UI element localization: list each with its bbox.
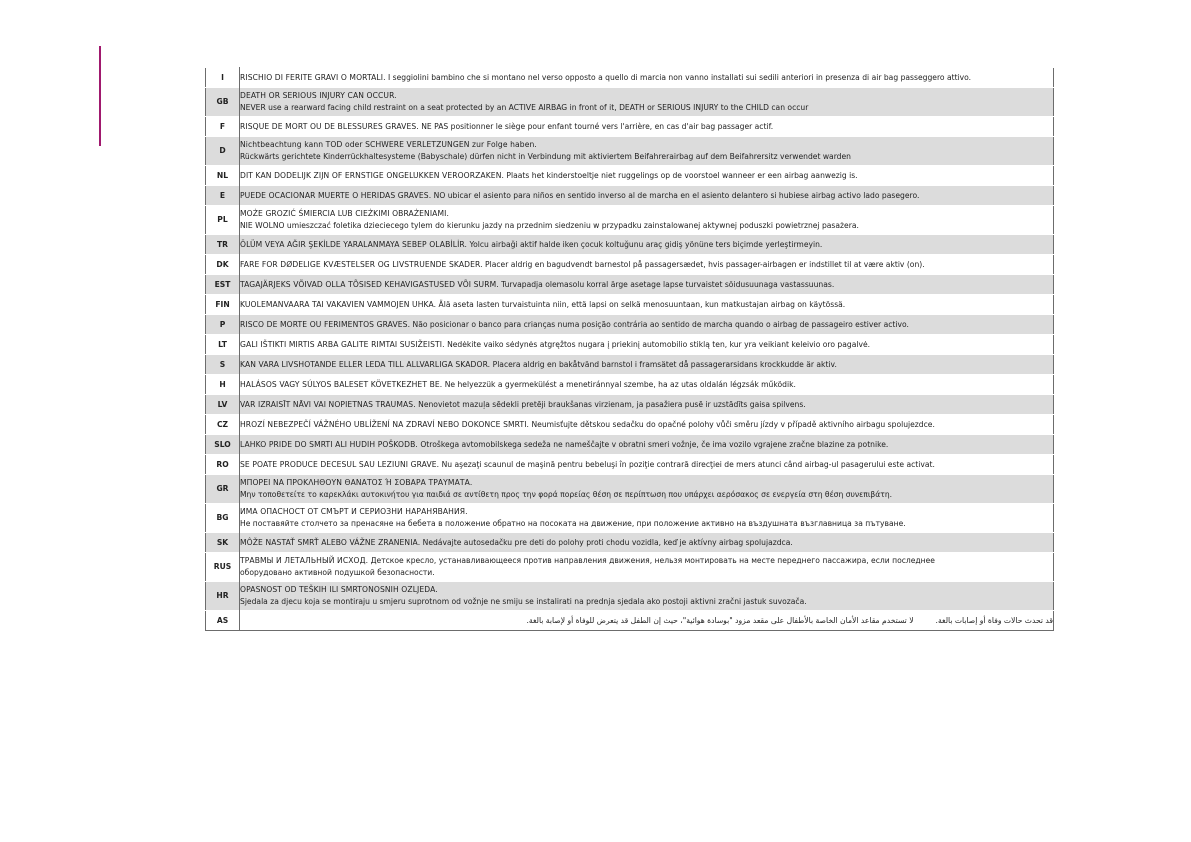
warning-body: Älä aseta lasten turvaistuinta niin, että lapsi on selkä menosuuntaan, kun matkustajan airbag on käytössä. [436, 299, 846, 309]
language-code: FIN [206, 295, 240, 315]
table-row [206, 553, 1054, 582]
warning-text [240, 533, 1054, 553]
warning-text [240, 415, 1054, 435]
warning-heading: RISQUE DE MORT OU DE BLESSURES GRAVES. [240, 121, 419, 131]
language-code: E [206, 186, 240, 206]
warning-body: Nu aşezaţi scaunul de maşină pentru bebeluşi în poziţie contrară direcţiei de mers atunci când airbag-ul pasagerului este activat. [439, 459, 935, 469]
language-code: F [206, 117, 240, 137]
warning-body: لا تستخدم مقاعد الأمان الخاصة بالأطفال على مقعد مزود "بوسادة هوائية"، حيث إن الطفل قد يتعرض للوفاة أو لإصابة بالغة. [526, 615, 914, 625]
table-row [206, 68, 1054, 88]
warning-body: Nedávajte autosedačku pre deti do polohy proti chodu vozidla, keď je aktívny airbag spolujazdca. [420, 537, 793, 547]
warning-text [240, 235, 1054, 255]
warning-text [240, 553, 1054, 582]
table-row [206, 335, 1054, 355]
language-code: EST [206, 275, 240, 295]
warning-body: NEVER use a rearward facing child restraint on a seat protected by an ACTIVE AIRBAG in front of it, DEATH or SERIOUS INJURY to the CHILD can occur [240, 103, 809, 112]
warning-text [240, 186, 1054, 206]
warning-heading: GALI IŠTIKTI MIRTIS ARBA GALITE RIMTAI SUSIŽEISTI. [240, 339, 445, 349]
warning-body: Otroškega avtomobilskega sedeža ne nameščajte v obratni smeri vožnje, če ima vozilo vgrajene zračne blazine za potnike. [417, 439, 889, 449]
warning-body: Детское кресло, устанавливающееся против направления движения, нельзя монтировать на месте переднего пассажира, если последнее [368, 556, 935, 566]
language-code: GR [206, 475, 240, 504]
language-code: RUS [206, 553, 240, 582]
warning-body: I seggiolini bambino che si montano nel verso opposto a quello di marcia non vanno installati sui sedili anteriori in presenza di air bag passeggero attivo. [385, 72, 972, 82]
language-code: LT [206, 335, 240, 355]
language-code: I [206, 68, 240, 88]
warning-heading: MOŻE GROZIĆ ŚMIERCIA LUB CIEŻKIMI OBRAŻENIAMI. [240, 209, 449, 219]
warning-text [240, 475, 1054, 504]
table-row [206, 375, 1054, 395]
warning-heading: TAGAJÄRJEKS VÕIVAD OLLA TÕSISED KEHAVIGASTUSED VÕI SURM. [240, 279, 499, 289]
warning-body-continued: оборудовано активной подушкой безопасности. [240, 568, 435, 577]
warning-text [240, 435, 1054, 455]
warning-body: NO ubicar el asiento para niños en sentido inverso al de marcha en el asiento delantero si hubiese airbag activo lado pasegero. [431, 190, 920, 200]
warning-heading: HROZÍ NEBEZPEČÍ VÁŽNÉHO UBLÍŽENÍ NA ZDRAVÍ NEBO DOKONCE SMRTI. [240, 419, 530, 429]
language-code: NL [206, 166, 240, 186]
warning-text [240, 455, 1054, 475]
table-row [206, 295, 1054, 315]
warning-heading: قد تحدث حالات وفاة أو إصابات بالغة. [935, 615, 1053, 625]
warning-body: Turvapadja olemasolu korral ärge asetage lapse turvaistet sõidusuunaga vastassuunas. [498, 279, 835, 289]
warning-body: Sjedala za djecu koja se montiraju u smjeru suprotnom od vožnje ne smiju se instalirati na prednja sjedala ako postoji aktivni zračni jastuk suvozača. [240, 597, 807, 606]
table-row [206, 206, 1054, 235]
language-code: LV [206, 395, 240, 415]
warning-text [240, 315, 1054, 335]
warning-text [240, 206, 1054, 235]
language-code: S [206, 355, 240, 375]
warning-body: Не поставяйте столчето за пренасяне на бебета в положение обратно на посоката на движение, при положение активно на въздушната възглавница за пътуване. [240, 519, 906, 528]
table-row [206, 611, 1054, 631]
warning-heading: ИМА ОПАСНОСТ ОТ СМЪРТ И СЕРИОЗНИ НАРАНЯВАНИЯ. [240, 507, 468, 517]
table-row [206, 275, 1054, 295]
table-row [206, 186, 1054, 206]
table-row [206, 395, 1054, 415]
table-row [206, 533, 1054, 553]
warning-heading: DEATH OR SERIOUS INJURY CAN OCCUR. [240, 91, 397, 101]
table-row [206, 88, 1054, 117]
warning-heading: RISCHIO DI FERITE GRAVI O MORTALI. [240, 72, 386, 82]
warning-heading: ТРАВМЫ И ЛЕТАЛЬНЫЙ ИСХОД. [240, 556, 369, 566]
language-code: TR [206, 235, 240, 255]
table-row [206, 255, 1054, 275]
margin-accent-bar [99, 46, 101, 146]
warning-body: NIE WOLNO umieszczać foletika dzieciecego tylem do kierunku jazdy na przednim siedzeniu w przypadku zainstalowanej aktywnej poduszki powietrznej pasażera. [240, 221, 859, 230]
language-code: PL [206, 206, 240, 235]
table-row [206, 117, 1054, 137]
table-row [206, 166, 1054, 186]
table-row [206, 455, 1054, 475]
table-row [206, 235, 1054, 255]
warning-heading: MÔŽE NASTAŤ SMRŤ ALEBO VÁŽNE ZRANENIA. [240, 537, 421, 547]
warning-heading: SE POATE PRODUCE DECESUL SAU LEZIUNI GRAVE. [240, 459, 440, 469]
warning-body: Placera aldrig en bakåtvänd barnstol i framsätet då passagerarsidans krockkudde är aktiv. [490, 359, 837, 369]
warning-body: Neumisťujte dětskou sedačku do opačné polohy vůči směru jízdy v případě aktivního airbagu spolujezdce. [529, 419, 935, 429]
warning-body: Yolcu airbaği aktif halde iken çocuk koltuğunu araç gidiş yönüne ters biçimde yerleştirmeyin. [467, 239, 823, 249]
language-code: DK [206, 255, 240, 275]
warning-heading: ÖLÜM VEYA AĞIR ŞEKİLDE YARALANMAYA SEBEP OLABİLİR. [240, 239, 468, 249]
warning-body: Plaats het kinderstoeltje niet ruggelings op de voorstoel wanneer er een airbag aanwezig is. [504, 170, 858, 180]
warning-text [240, 375, 1054, 395]
warning-body: Nenovietot mazuļa sēdekli pretēji braukšanas virzienam, ja pasažiera pusē ir uzstādīts gaisa spilvens. [415, 399, 806, 409]
language-code: BG [206, 504, 240, 533]
warning-text [240, 504, 1054, 533]
warning-body: Μην τοποθετείτε το καρεκλάκι αυτοκινήτου για παιδιά σε αντίθετη προς την φορά πορείας θέση σε περίπτωση που υπάρχει αερόσακος σε ενεργεία στη θέση συνεπιβάτη. [240, 490, 893, 499]
language-code: D [206, 137, 240, 166]
warning-heading: DIT KAN DODELIJK ZIJN OF ERNSTIGE ONGELUKKEN VEROORZAKEN. [240, 170, 505, 180]
warning-body: NE PAS positionner le siège pour enfant tourné vers l'arrière, en cas d'air bag passager actif. [418, 121, 774, 131]
warning-heading: KUOLEMANVAARA TAI VAKAVIEN VAMMOJEN UHKA. [240, 299, 437, 309]
language-code: SLO [206, 435, 240, 455]
airbag-warning-table [205, 67, 1054, 631]
warning-body: Rückwärts gerichtete Kinderrückhaltesysteme (Babyschale) dürfen nicht in Verbindung mit aktiviertem Beifahrerairbag auf dem Beifahrersitz verwendet warden [240, 152, 851, 161]
table-row [206, 355, 1054, 375]
table-row [206, 475, 1054, 504]
table-row [206, 137, 1054, 166]
warning-heading: FARE FOR DØDELIGE KVÆSTELSER OG LIVSTRUENDE SKADER. [240, 259, 483, 269]
warning-text [240, 295, 1054, 315]
language-code: P [206, 315, 240, 335]
table-row [206, 415, 1054, 435]
table-row [206, 582, 1054, 611]
warning-heading: LAHKO PRIDE DO SMRTI ALI HUDIH POŠKODB. [240, 439, 418, 449]
warning-heading: KAN VARA LIVSHOTANDE ELLER LEDA TILL ALLVARLIGA SKADOR. [240, 359, 491, 369]
warning-body: Não posicionar o banco para crianças numa posição contrária ao sentido de marcha quando o airbag de passageiro estiver activo. [410, 319, 909, 329]
warning-body: Nedėkite vaiko sėdynės atgręžtos nugara į priekinį automobilio stiklą ten, kur yra veikiant keleivio oro pagalvė. [444, 339, 871, 349]
warning-heading: OPASNOST OD TEŠKIH ILI SMRTONOSNIH OZLJEDA. [240, 585, 438, 595]
warning-heading: HALÁSOS VAGY SÚLYOS BALESET KÖVETKEZHET BE. [240, 379, 443, 389]
warning-text [240, 395, 1054, 415]
warning-text [240, 255, 1054, 275]
warning-heading: VAR IZRAISĪT NĀVI VAI NOPIETNAS TRAUMAS. [240, 399, 416, 409]
warning-body: Placer aldrig en bagudvendt barnestol på passagersædet, hvis passager-airbagen er indstillet til at være aktiv (on). [482, 259, 925, 269]
warning-text [240, 355, 1054, 375]
language-code: AS [206, 611, 240, 631]
table-row [206, 435, 1054, 455]
warning-text [240, 88, 1054, 117]
warning-text [240, 611, 1054, 631]
warning-text [240, 335, 1054, 355]
warning-heading: ΜΠΟΡΕΙ ΝΑ ΠΡΟΚΛΗΘΟΥΝ ΘΑΝΑΤΟΣ Ή ΣΟΒΑΡΑ ΤΡΑΥΜΑΤΑ. [240, 478, 473, 488]
language-code: GB [206, 88, 240, 117]
warning-text [240, 582, 1054, 611]
warning-body: Ne helyezzük a gyermekülést a menetiránnyal szembe, ha az utas oldalán légzsák működik. [442, 379, 796, 389]
warning-text [240, 117, 1054, 137]
language-code: H [206, 375, 240, 395]
warning-text [240, 275, 1054, 295]
warning-heading: Nichtbeachtung kann TOD oder SCHWERE VERLETZUNGEN zur Folge haben. [240, 140, 537, 150]
warning-text [240, 166, 1054, 186]
language-code: SK [206, 533, 240, 553]
language-code: HR [206, 582, 240, 611]
language-code: RO [206, 455, 240, 475]
language-code: CZ [206, 415, 240, 435]
warning-heading: PUEDE OCACIONAR MUERTE O HERIDAS GRAVES. [240, 190, 432, 200]
table-row [206, 315, 1054, 335]
warning-text [240, 68, 1054, 88]
warning-heading: RISCO DE MORTE OU FERIMENTOS GRAVES. [240, 319, 411, 329]
table-row [206, 504, 1054, 533]
warning-text [240, 137, 1054, 166]
